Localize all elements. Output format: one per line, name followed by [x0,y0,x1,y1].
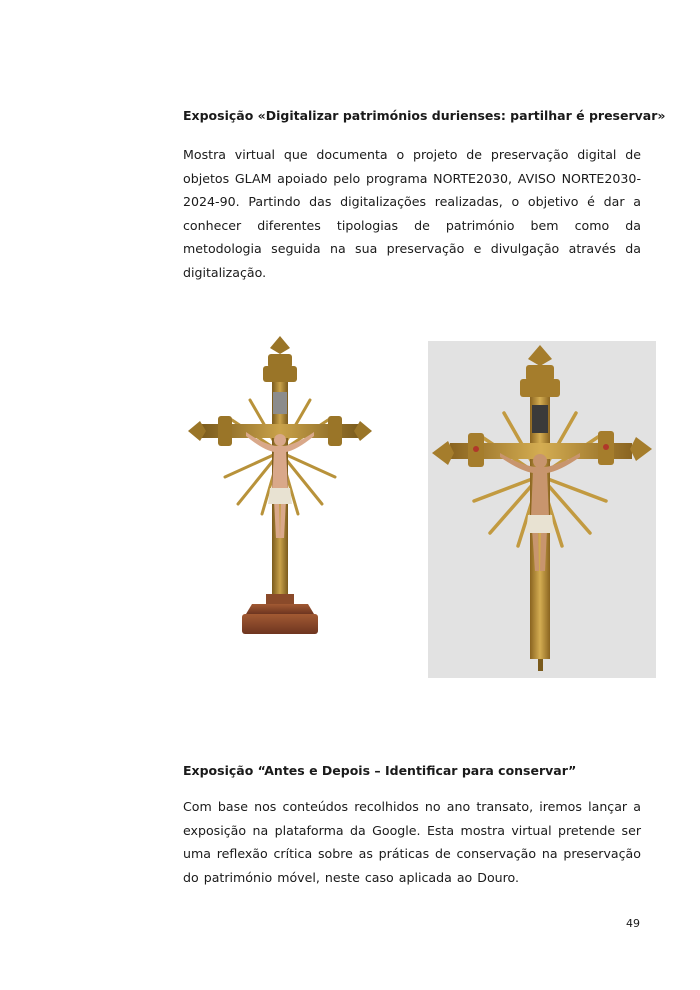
section-title-1: Exposição «Digitalizar patrimónios durienses: partilhar é preservar» [183,108,666,123]
section-paragraph-1: Mostra virtual que documenta o projeto de preservação digital de objetos GLAM apoiado pelo programa NORTE2030, AVISO NORTE2030-2024-90. Partindo das digitalizações realizadas, o objetivo é dar a conhecer diferentes tipologias de património bem como da metodologia seguida na sua preservação e divulgação através da digitalização. [183,147,641,280]
page-number: 49 [626,917,640,930]
crucifix-photo-after [428,341,656,678]
section-paragraph-2: Com base nos conteúdos recolhidos no ano transato, iremos lançar a exposição na plataforma da Google. Esta mostra virtual pretende ser uma reflexão crítica sobre as práticas de conservação na preservação do património móvel, neste caso aplicada ao Douro. [183,799,641,885]
crucifix-photo-before [180,332,380,637]
section-title-2: Exposição “Antes e Depois – Identificar para conservar” [183,763,577,778]
